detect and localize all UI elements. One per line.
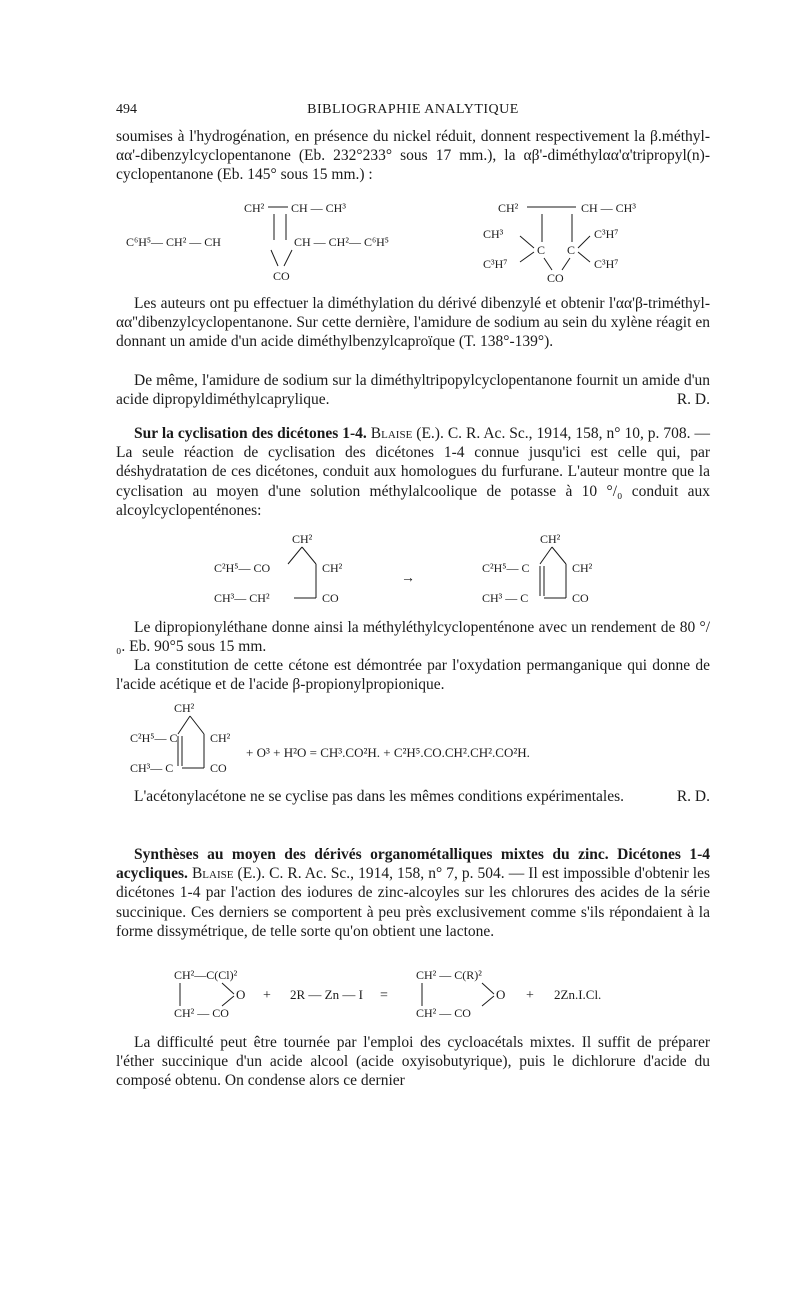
f3-co: CO (210, 761, 227, 775)
f1-r-co: CO (547, 271, 564, 285)
f4-plus-2: + (526, 988, 534, 1003)
f2-arrow: → (401, 571, 415, 586)
formula-4 (174, 968, 601, 1020)
intro-paragraph-1: soumises à l'hydrogénation, en présence du nickel réduit, donnent respectivement la β.méthyl-αα'-dibenzylcyclopentanone (Eb. 232°233° sous 17 mm.), la αβ'-diméthylαα'α'tripropyl(n)-cyclopentanone (Eb. 145° sous 15 mm.) : (116, 128, 710, 184)
formula-zinc (116, 966, 710, 1024)
f4-right-top: CH² — C(R)² (416, 968, 482, 982)
article-2-ref: (E.). C. R. Ac. Sc., 1914, 158, n° 7, p. 504. (237, 865, 505, 883)
f2-r-ch2-right: CH² (572, 561, 593, 575)
article-2-paragraph-2: La difficulté peut être tournée par l'emploi des cycloacétals mixtes. Il suffit de préparer l'éther succinique d'un acide alcool (acide oxyisobutyrique), puis le dichlorure d'acide du composé obtenu. On condense alors ce dernier (116, 1034, 710, 1090)
running-title: BIBLIOGRAPHIE ANALYTIQUE (307, 102, 519, 117)
f2-l-co: CO (322, 591, 339, 605)
f3-ch2-right: CH² (210, 731, 231, 745)
intro-p3-text: De même, l'amidure de sodium sur la diméthyltripopylcyclopentanone fournit un amide d'un acide dipropyldiméthylcaprylique. (116, 372, 710, 409)
f3-equation: + O³ + H²O = CH³.CO²H. + C²H⁵.CO.CH².CH².CO²H. (246, 745, 530, 760)
article-1-body: — La seule réaction de cyclisation des dicétones 1-4 connue jusqu'ici est celle qui, par déshydratation de ces dicétones, conduit aux homologues du furfurane. L'auteur montre que la cyclisation au moyen d'une solution méthylalcoolique de potasse à 10 °/₀ conduit aux alcoylcyclopenténones: (116, 425, 711, 519)
f1-r-c3h7-top: C³H⁷ (594, 227, 619, 241)
f4-plus-1: + (263, 988, 271, 1003)
article-1-paragraph-4 (116, 787, 710, 806)
signature-1: R. D. (676, 391, 710, 409)
formula-3 (130, 701, 530, 775)
formula-1-right (483, 201, 636, 285)
article-2-body: — Il est impossible d'obtenir les dicétones 1-4 par l'action des iodures de zinc-alcoyles sur les chlorures des acides de la série succinique. Ces derniers se comportent à peu près exclusivement comme s'ils répondaient à la forme dissymétrique, de telle sorte qu'on obtient une lactone. (116, 865, 711, 940)
f4-right-bottom: CH² — CO (416, 1006, 471, 1020)
f3-ch3-c: CH³— C (130, 761, 174, 775)
article-1-author: Blaise (370, 425, 413, 442)
formula-cyclisation (116, 530, 710, 612)
f2-r-c2h5-c: C²H⁵— C (482, 561, 530, 575)
f1-r-ch2: CH² (498, 201, 519, 215)
formula-1-left (126, 201, 389, 283)
f4-product: 2Zn.I.Cl. (554, 987, 602, 1002)
f3-c2h5-c: C²H⁵— C (130, 731, 178, 745)
f4-left-top: CH²—C(Cl)² (174, 968, 238, 982)
f1-r-c-right: C (567, 243, 576, 257)
f1-r-ch-ch3: CH — CH³ (581, 201, 636, 215)
f2-r-ch2-top: CH² (540, 532, 561, 546)
f3-ch2-top: CH² (174, 701, 195, 715)
f4-o-left: O (236, 987, 246, 1002)
f1-r-c-left: C (537, 243, 546, 257)
article-1-title: Sur la cyclisation des dicétones 1-4. (134, 425, 367, 442)
f4-o-right: O (496, 987, 506, 1002)
formula-2-left (214, 532, 343, 605)
f1-l-left-chain: C⁶H⁵— CH² — CH (126, 235, 221, 249)
f1-l-co: CO (273, 269, 290, 283)
f1-r-c3h7-bot: C³H⁷ (594, 257, 619, 271)
f2-r-ch3-c: CH³ — C (482, 591, 529, 605)
f4-reagent: 2R — Zn — I (290, 987, 363, 1002)
f2-l-ch2-right: CH² (322, 561, 343, 575)
page-number: 494 (116, 102, 137, 117)
f4-left-bottom: CH² — CO (174, 1006, 229, 1020)
article-1-paragraph-3: La constitution de cette cétone est démontrée par l'oxydation permanganique qui donne de l'acide acétique et de l'acide β-propionylpropionique. (116, 657, 710, 694)
formula-cyclopentanones (116, 198, 710, 286)
article-2-intro (116, 845, 710, 941)
f4-equals: = (380, 988, 388, 1003)
f1-l-ch-ch3: CH — CH³ (291, 201, 346, 215)
f2-r-co: CO (572, 591, 589, 605)
article-1-p4-text: L'acétonylacétone ne se cyclise pas dans les mêmes conditions expérimentales. (134, 788, 625, 805)
f1-r-c3h7-left: C³H⁷ (483, 257, 508, 271)
f2-l-ch3-ch2: CH³— CH² (214, 591, 270, 605)
formula-2-right (482, 532, 593, 605)
f2-l-c2h5-co: C²H⁵— CO (214, 561, 271, 575)
formula-oxidation (116, 700, 710, 780)
f1-r-ch3: CH³ (483, 227, 504, 241)
article-1-paragraph-2: Le dipropionyléthane donne ainsi la méthyléthylcyclopenténone avec un rendement de 80 °/₀. Eb. 90°5 sous 15 mm. (116, 619, 710, 656)
article-2-author: Blaise (191, 865, 234, 883)
signature-2: R. D. (676, 788, 710, 805)
article-2-title: Synthèses au moyen des dérivés organométalliques mixtes du zinc. Dicétones 1-4 acycliques. (116, 846, 710, 883)
intro-paragraph-3 (116, 371, 710, 409)
f1-l-right-chain: CH — CH²— C⁶H⁵ (294, 235, 389, 249)
article-1-intro (116, 424, 710, 520)
intro-paragraph-2: Les auteurs ont pu effectuer la diméthylation du dérivé dibenzylé et obtenir l'αα'β-triméthyl-αα''dibenzylcyclopentanone. Sur cette dernière, l'amidure de sodium au sein du xylène réagit en donnant un amide d'un acide diméthylbenzylcaproïque (T. 138°-139°). (116, 295, 710, 351)
f1-l-ch2: CH² (244, 201, 265, 215)
article-1-ref: (E.). C. R. Ac. Sc., 1914, 158, n° 10, p. 708. (416, 425, 691, 442)
f2-l-ch2-top: CH² (292, 532, 313, 546)
